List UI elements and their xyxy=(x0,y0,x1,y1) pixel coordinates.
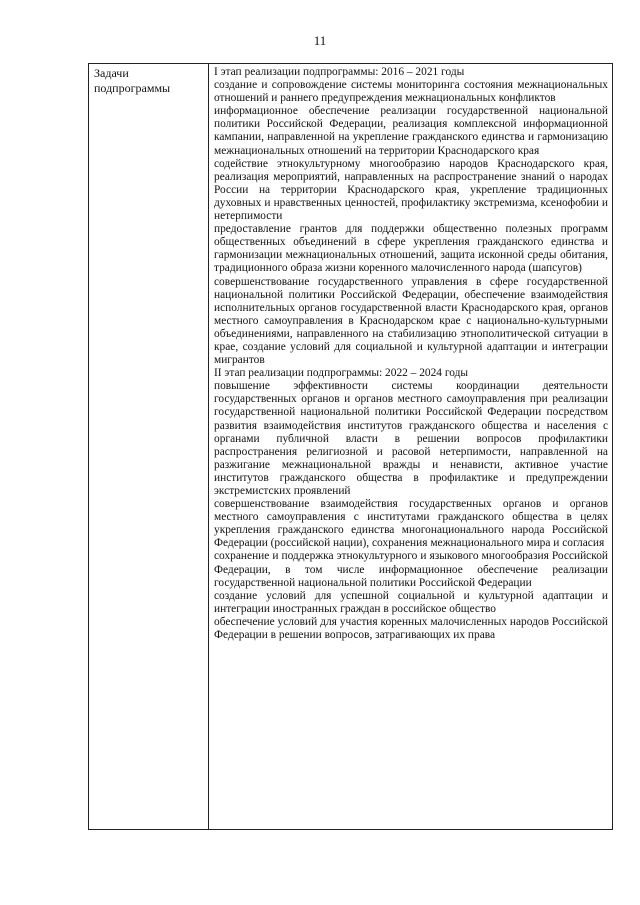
program-table xyxy=(88,63,613,830)
stage-1-item: содействие этнокультурному многообразию народов Краснодарского края, реализация мероприятий, направленных на распространение знаний о народах России на территории Краснодарского края, укрепление традиционных духовных и нравственных ценностей, профилактику экстремизма, ксенофобии и нетерпимости xyxy=(214,157,608,223)
stage-2-heading: II этап реализации подпрограммы: 2022 – 2024 годы xyxy=(214,367,469,380)
stage-1-item: создание и сопровождение системы мониторинга состояния межнациональных отношений и раннего предупреждения межнациональных конфликтов xyxy=(214,79,608,105)
row-content xyxy=(209,64,613,830)
page-number: 11 xyxy=(313,33,327,48)
stage-2-item: обеспечение условий для участия коренных малочисленных народов Российской Федерации в решении вопросов, затрагивающих их права xyxy=(214,615,608,642)
stage-1-item: предоставление грантов для поддержки общественно полезных программ общественных объединений в сфере укрепления гражданского единства и гармонизации межнациональных отношений, защита исконной среды обитания, традиционного образа жизни коренного малочисленного народа (шапсугов) xyxy=(214,223,608,275)
stage-2-item: создание условий для успешной социальной и культурной адаптации и интеграции иностранных граждан в российское общество xyxy=(214,589,608,615)
stage-2-item: совершенствование взаимодействия государственных органов и органов местного самоуправления с институтами гражданского общества в целях укрепления гражданского единства многонационального народа Российской Федерации (российской нации), сохранения межнационального мира и согласия xyxy=(214,498,608,550)
row-label: Задачи подпрограммы xyxy=(89,64,209,830)
stage-1-item: совершенствование государственного управления в сфере государственной национальной политики Российской Федерации, обеспечение взаимодействия исполнительных органов государственной власти Краснодарского края, органов местного самоуправления в Краснодарском крае с национально-культурными объединениями, направленного на стабилизацию этнополитической ситуации в крае, создание условий для социальной и культурной адаптации и интеграции мигрантов xyxy=(214,275,608,367)
stage-1-item: информационное обеспечение реализации государственной национальной политики Российской Федерации, реализация комплексной информационной кампании, направленной на укрепление гражданского единства и гармонизацию межнациональных отношений на территории Краснодарского края xyxy=(214,105,608,157)
stage-2-item: повышение эффективности системы координации деятельности государственных органов и органов местного самоуправления при реализации государственной национальной политики Российской Федерации посредством развития взаимодействия институтов гражданского общества и населения с органами публичной власти в решении вопросов профилактики распространения религиозной и расовой нетерпимости, направленной на разжигание межнациональной вражды и ненависти, активное участие институтов гражданского общества в профилактике и предупреждении экстремистских проявлений xyxy=(214,380,608,497)
table-row xyxy=(89,64,613,830)
stage-1-heading: I этап реализации подпрограммы: 2016 – 2021 годы xyxy=(214,66,465,78)
stage-2-item: сохранение и поддержка этнокультурного и языкового многообразия Российской Федерации, в том числе информационное обеспечение реализации государственной национальной политики Российской Федерации xyxy=(214,550,608,589)
